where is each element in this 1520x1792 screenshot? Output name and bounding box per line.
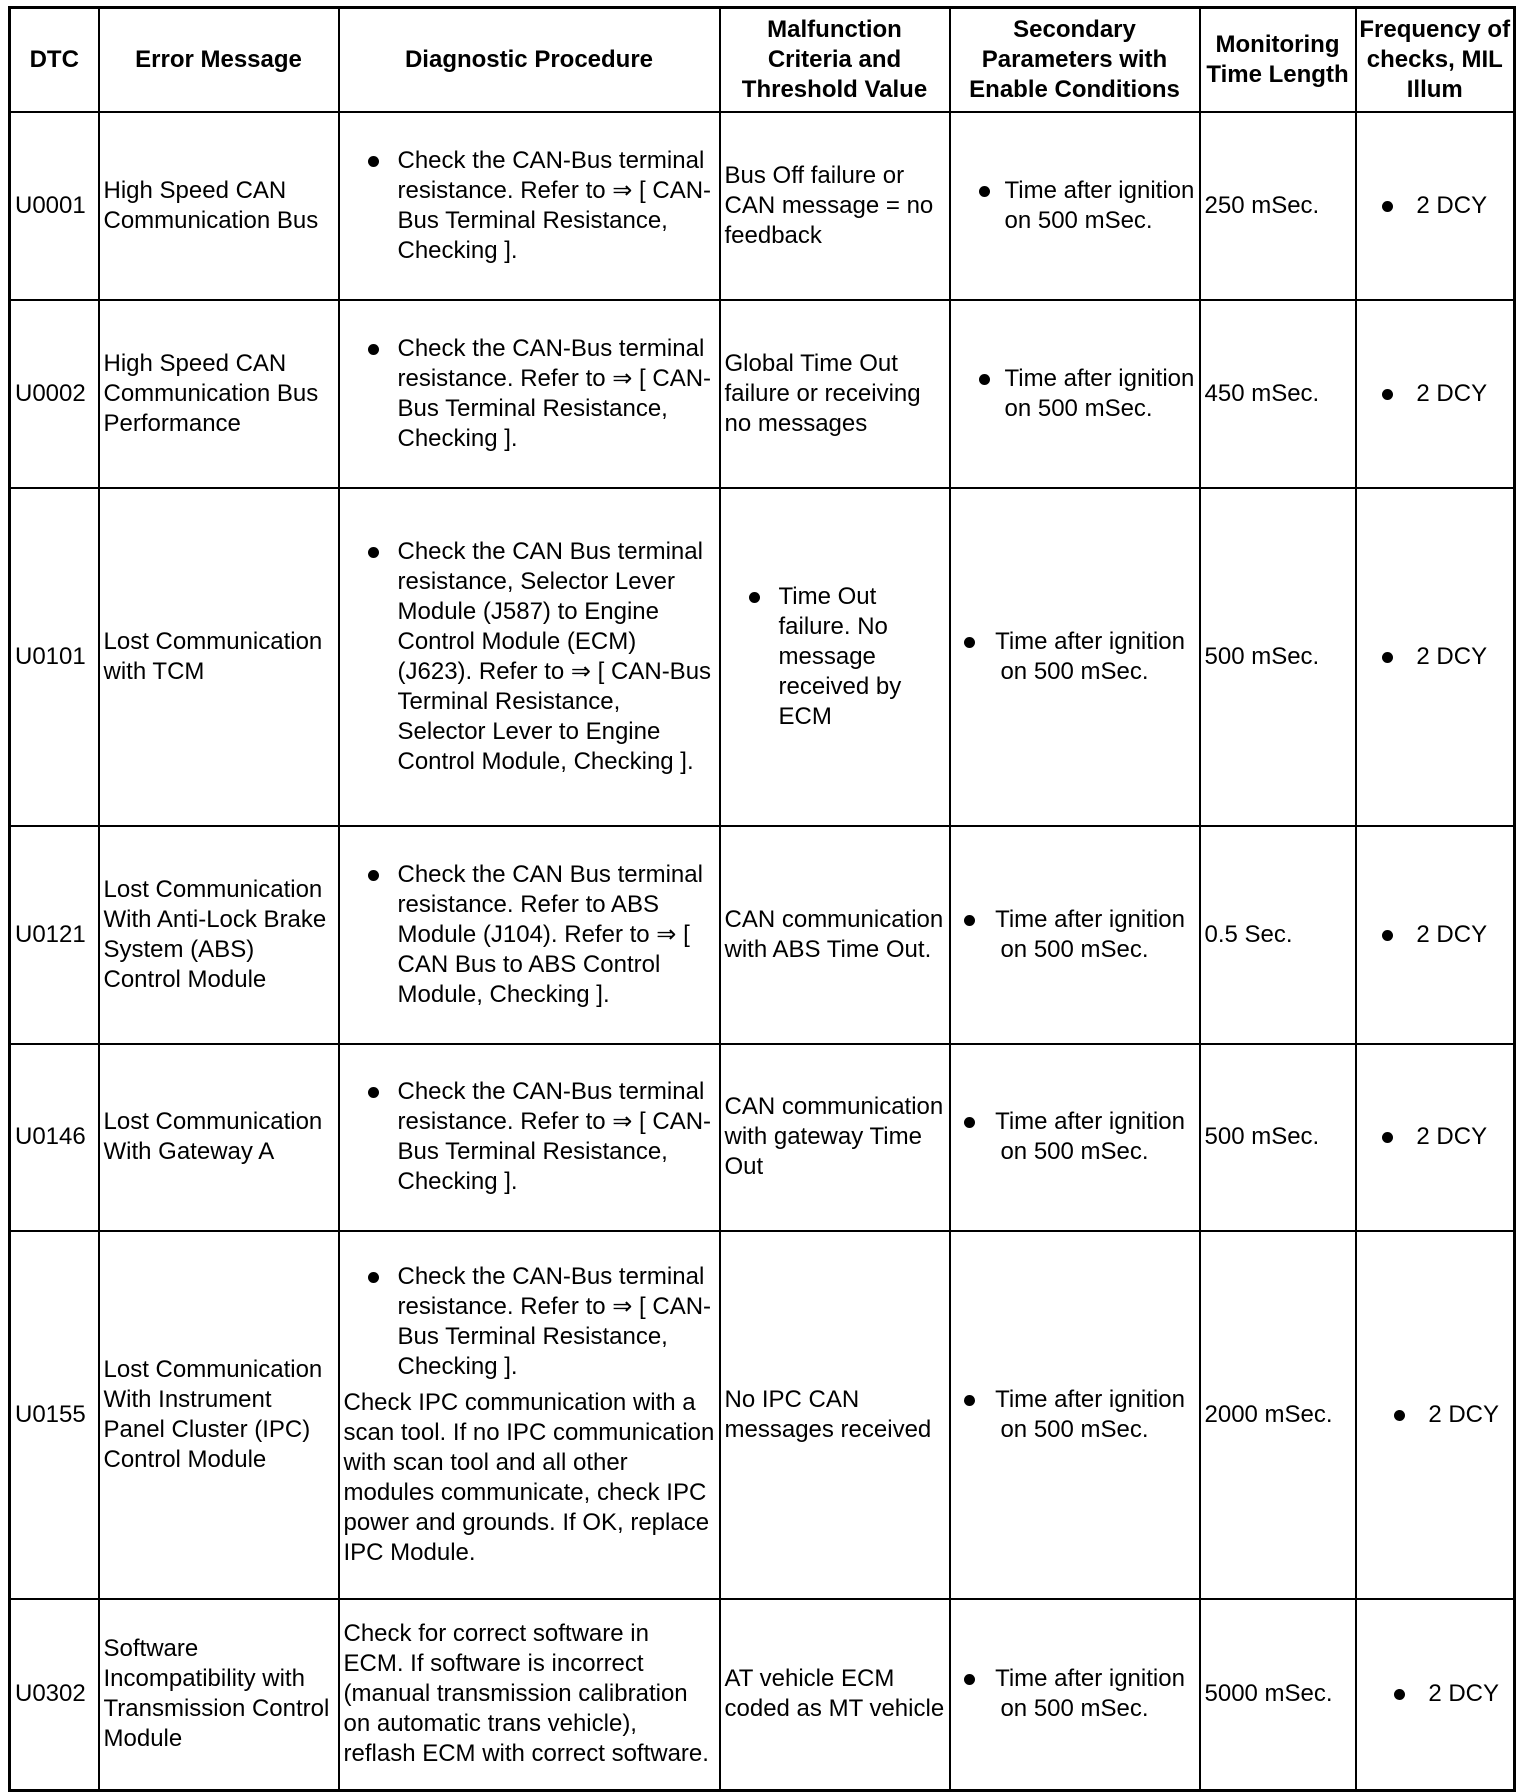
- table-row: [10, 300, 1515, 488]
- monitoring-time: 500 mSec.: [1200, 488, 1356, 826]
- dtc-code: U0101: [10, 488, 99, 826]
- monitoring-time: 5000 mSec.: [1200, 1599, 1356, 1791]
- header-monitoring-time: Monitoring Time Length: [1200, 8, 1356, 112]
- diagnostic-procedure: [339, 300, 720, 488]
- secondary-bullet: Time after ignition on 500 mSec.: [955, 176, 1195, 236]
- procedure-note: Check for correct software in ECM. If software is incorrect (manual transmission calibration on automatic trans vehicle), reflash ECM with correct software.: [343, 1620, 709, 1768]
- procedure-bullet: Check the CAN-Bus terminal resistance. Refer to ⇒ [ CAN-Bus Terminal Resistance, Checking ].: [344, 146, 715, 266]
- monitoring-time: 0.5 Sec.: [1200, 826, 1356, 1044]
- frequency-value: 2 DCY: [1394, 1679, 1499, 1709]
- dtc-code: U0121: [10, 826, 99, 1044]
- malfunction-bullet: Time Out failure. No message received by ECM: [725, 582, 945, 732]
- secondary-bullet: Time after ignition on 500 mSec.: [955, 1385, 1195, 1445]
- header-row: [10, 8, 1515, 112]
- table-row: [10, 1231, 1515, 1599]
- header-error-message: Error Message: [99, 8, 339, 112]
- diagnostic-procedure: [339, 1044, 720, 1231]
- dtc-code: U0302: [10, 1599, 99, 1791]
- dtc-table: [8, 6, 1516, 1792]
- error-message: Lost Communication With Anti-Lock Brake System (ABS) Control Module: [99, 826, 339, 1044]
- malfunction-criteria: Bus Off failure or CAN message = no feedback: [720, 112, 950, 300]
- secondary-parameters: [950, 1231, 1200, 1599]
- diagnostic-procedure: [339, 826, 720, 1044]
- frequency-cell: [1356, 1599, 1515, 1791]
- error-message: High Speed CAN Communication Bus Performance: [99, 300, 339, 488]
- secondary-bullet: Time after ignition on 500 mSec.: [955, 364, 1195, 424]
- error-message: Software Incompatibility with Transmission Control Module: [99, 1599, 339, 1791]
- frequency-value: 2 DCY: [1382, 920, 1487, 950]
- monitoring-time: 2000 mSec.: [1200, 1231, 1356, 1599]
- frequency-cell: [1356, 300, 1515, 488]
- secondary-parameters: [950, 1599, 1200, 1791]
- procedure-bullet: Check the CAN Bus terminal resistance. Refer to ABS Module (J104). Refer to ⇒ [ CAN Bus to ABS Control Module, Checking ].: [344, 860, 715, 1010]
- frequency-cell: [1356, 1044, 1515, 1231]
- header-diagnostic-procedure: Diagnostic Procedure: [339, 8, 720, 112]
- dtc-code: U0146: [10, 1044, 99, 1231]
- frequency-value: 2 DCY: [1382, 642, 1487, 672]
- procedure-note: Check IPC communication with a scan tool. If no IPC communication with scan tool and all other modules communicate, check IPC power and grounds. If OK, replace IPC Module.: [343, 1388, 715, 1566]
- error-message: Lost Communication With Gateway A: [99, 1044, 339, 1231]
- procedure-bullet: Check the CAN-Bus terminal resistance. Refer to ⇒ [ CAN-Bus Terminal Resistance, Checking ].: [344, 334, 715, 454]
- diagnostic-procedure: [339, 1599, 720, 1791]
- secondary-parameters: [950, 488, 1200, 826]
- secondary-parameters: [950, 112, 1200, 300]
- header-secondary-parameters: Secondary Parameters with Enable Conditions: [950, 8, 1200, 112]
- frequency-value: 2 DCY: [1394, 1400, 1499, 1430]
- table-row: [10, 488, 1515, 826]
- frequency-cell: [1356, 826, 1515, 1044]
- frequency-cell: [1356, 112, 1515, 300]
- frequency-cell: [1356, 488, 1515, 826]
- secondary-bullet: Time after ignition on 500 mSec.: [955, 1664, 1195, 1724]
- malfunction-criteria: Global Time Out failure or receiving no messages: [720, 300, 950, 488]
- frequency-value: 2 DCY: [1382, 191, 1487, 221]
- frequency-value: 2 DCY: [1382, 1122, 1487, 1152]
- diagnostic-procedure: [339, 488, 720, 826]
- monitoring-time: 500 mSec.: [1200, 1044, 1356, 1231]
- malfunction-criteria: [720, 488, 950, 826]
- monitoring-time: 450 mSec.: [1200, 300, 1356, 488]
- dtc-code: U0002: [10, 300, 99, 488]
- diagnostic-procedure: [339, 112, 720, 300]
- diagnostic-procedure: [339, 1231, 720, 1599]
- table-row: [10, 826, 1515, 1044]
- procedure-bullet: Check the CAN-Bus terminal resistance. Refer to ⇒ [ CAN-Bus Terminal Resistance, Checking ].: [344, 1262, 715, 1382]
- secondary-parameters: [950, 826, 1200, 1044]
- table-row: [10, 1599, 1515, 1791]
- procedure-bullet: Check the CAN Bus terminal resistance, Selector Lever Module (J587) to Engine Control Module (ECM) (J623). Refer to ⇒ [ CAN-Bus Terminal Resistance, Selector Lever to Engine Control Module, Checking ].: [344, 537, 715, 777]
- frequency-value: 2 DCY: [1382, 379, 1487, 409]
- error-message: Lost Communication With Instrument Panel Cluster (IPC) Control Module: [99, 1231, 339, 1599]
- error-message: High Speed CAN Communication Bus: [99, 112, 339, 300]
- error-message: Lost Communication with TCM: [99, 488, 339, 826]
- dtc-code: U0155: [10, 1231, 99, 1599]
- secondary-parameters: [950, 300, 1200, 488]
- table-row: [10, 1044, 1515, 1231]
- malfunction-criteria: CAN communication with ABS Time Out.: [720, 826, 950, 1044]
- header-dtc: DTC: [10, 8, 99, 112]
- header-malfunction-criteria: Malfunction Criteria and Threshold Value: [720, 8, 950, 112]
- malfunction-criteria: CAN communication with gateway Time Out: [720, 1044, 950, 1231]
- secondary-bullet: Time after ignition on 500 mSec.: [955, 905, 1195, 965]
- frequency-cell: [1356, 1231, 1515, 1599]
- table-row: [10, 112, 1515, 300]
- header-frequency: Frequency of checks, MIL Illum: [1356, 8, 1515, 112]
- monitoring-time: 250 mSec.: [1200, 112, 1356, 300]
- secondary-bullet: Time after ignition on 500 mSec.: [955, 1107, 1195, 1167]
- malfunction-criteria: AT vehicle ECM coded as MT vehicle: [720, 1599, 950, 1791]
- dtc-code: U0001: [10, 112, 99, 300]
- secondary-bullet: Time after ignition on 500 mSec.: [955, 627, 1195, 687]
- secondary-parameters: [950, 1044, 1200, 1231]
- procedure-bullet: Check the CAN-Bus terminal resistance. Refer to ⇒ [ CAN-Bus Terminal Resistance, Checking ].: [344, 1077, 715, 1197]
- malfunction-criteria: No IPC CAN messages received: [720, 1231, 950, 1599]
